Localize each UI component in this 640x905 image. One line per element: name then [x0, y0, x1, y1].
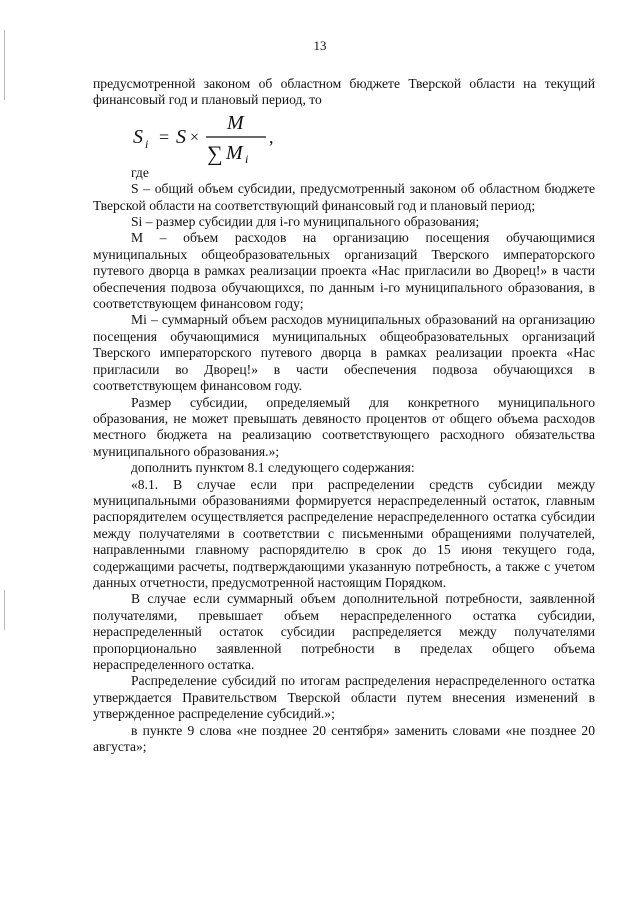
- formula-equals: =: [159, 126, 170, 147]
- formula-lhs-sub: i: [145, 136, 149, 151]
- formula-s: S: [176, 125, 186, 148]
- paragraph-10: В случае если суммарный объем дополнительной потребности, заявленной получателями, превышает объем нераспределенного остатка субсидии, нераспределенный остаток субсидии распределяется между получателями пропорционально заявленной потребности в пределах общего объема нераспределенного остатка.: [93, 591, 595, 672]
- page-number: 13: [313, 38, 327, 53]
- formula-denominator-sub: i: [245, 151, 249, 165]
- paragraph-9: «8.1. В случае если при распределении средств субсидии между муниципальными образованиями формируется нераспределенный остаток, главным распорядителем осуществляется распределение нераспределенного остатка субсидии между получателями в соответствии с письменными обращениями получателей, направленными главному распорядителю в срок до 15 июня текущего года, содержащими расчеты, подтверждающими указанную потребность, а также с учетом данных отчетности, предусмотренной настоящим Порядком.: [93, 476, 595, 590]
- subsidy-formula: [93, 109, 595, 165]
- formula-comma: ,: [269, 126, 274, 147]
- paragraph-6: Mi – суммарный объем расходов муниципальных образований на организацию посещения обучающимися муниципальных общеобразовательных организаций Тверского императорского путевого дворца в рамках реализации проекта «Нас пригласили во Дворец!» в части обеспечения подвоза обучающихся в соответствующем финансовом году.: [93, 312, 595, 394]
- formula-lhs: S: [133, 125, 143, 148]
- paragraph-7: Размер субсидии, определяемый для конкретного муниципального образования, не может превышать девяносто процентов от общего объема расходов местного бюджета на реализацию соответствующего расходного обязательства муниципального образования.»;: [93, 394, 595, 459]
- paragraph-1: предусмотренной законом об областном бюджете Тверской области на текущий финансовый год и плановый период, то: [93, 76, 595, 108]
- scan-edge-mark: [4, 30, 5, 100]
- paragraph-5: M – объем расходов на организацию посещения обучающимися муниципальных общеобразовательных организаций Тверского императорского путевого дворца в рамках реализации проекта «Нас пригласили во Дворец!» в части обеспечения подвоза обучающихся, по данным i-го муниципального образования, в соответствующем финансовом году;: [93, 230, 595, 312]
- scan-edge-mark: [4, 590, 5, 630]
- formula-denominator: M: [226, 141, 243, 164]
- paragraph-12: в пункте 9 слова «не позднее 20 сентября» заменить словами «не позднее 20 августа»;: [93, 722, 595, 755]
- formula-sum-sign: ∑: [207, 140, 223, 165]
- document-body: [93, 76, 595, 755]
- paragraph-2: где: [131, 164, 149, 180]
- formula-graphic: [131, 109, 291, 165]
- paragraph-8: дополнить пунктом 8.1 следующего содержания:: [131, 460, 415, 476]
- formula-numerator: M: [227, 111, 244, 134]
- paragraph-11: Распределение субсидий по итогам распределения нераспределенного остатка утверждается Правительством Тверской области путем внесения изменений в утвержденное распределение субсидий.»;: [93, 673, 595, 722]
- paragraph-4: Si – размер субсидии для i-го муниципального образования;: [131, 214, 480, 230]
- paragraph-3: S – общий объем субсидии, предусмотренный законом об областном бюджете Тверской области на соответствующий финансовый год и плановый период;: [93, 181, 595, 213]
- formula-times: ×: [190, 128, 200, 146]
